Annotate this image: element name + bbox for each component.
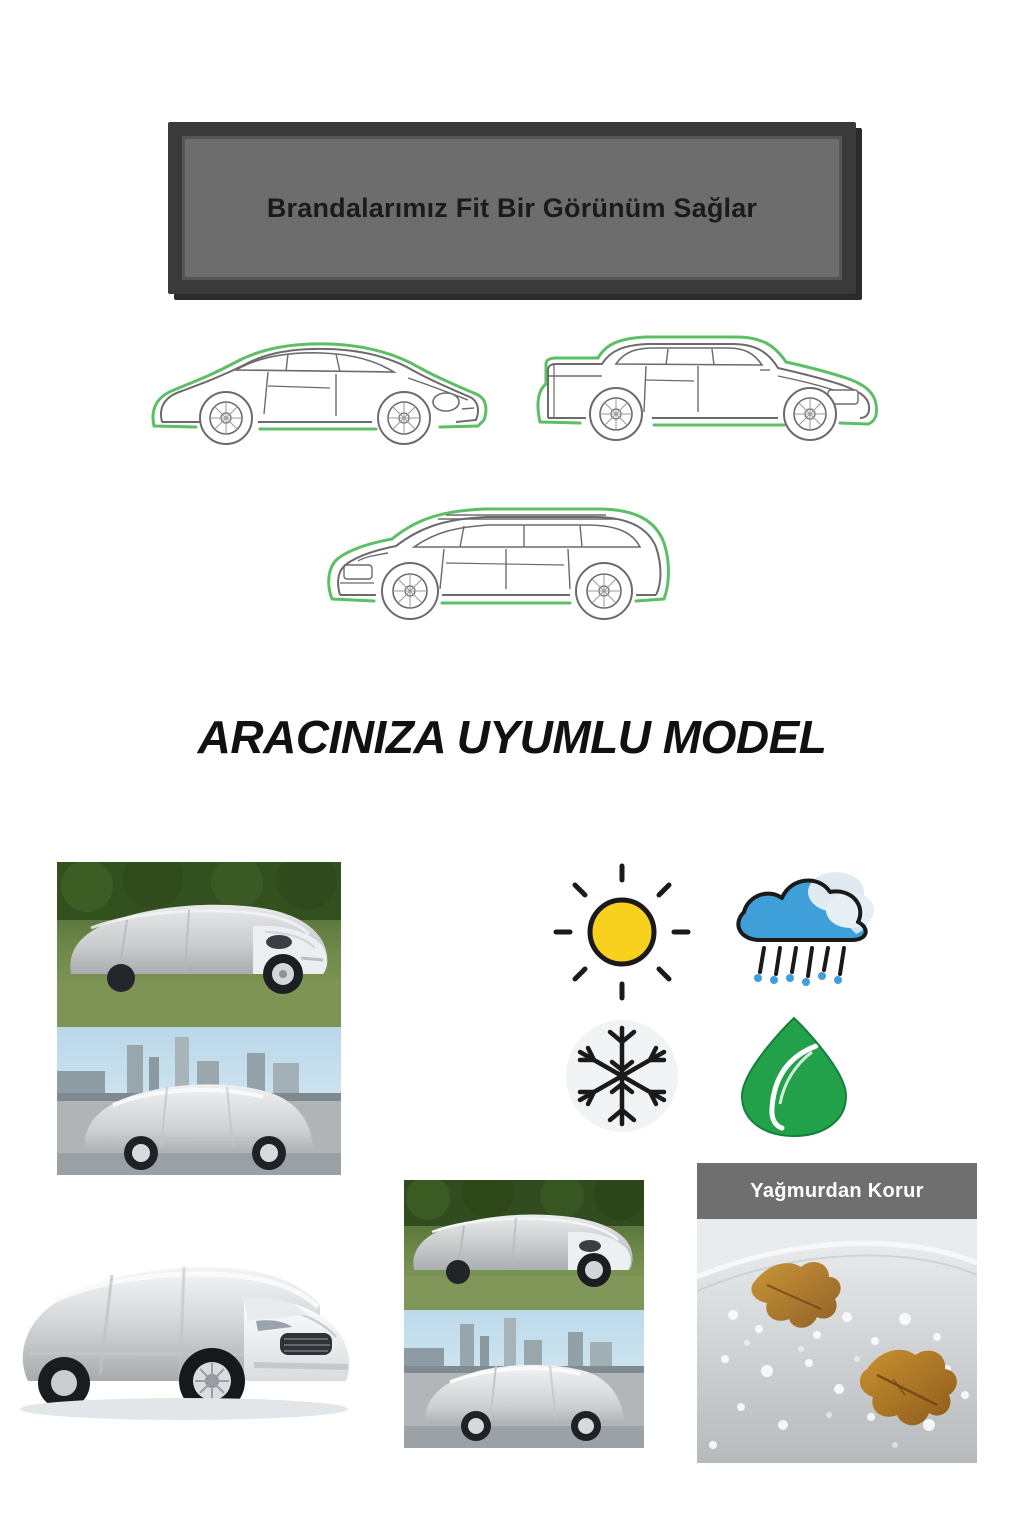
banner-frame [168, 122, 856, 294]
rain-panel-title: Yağmurdan Korur [750, 1179, 924, 1202]
feature-icon-grid [540, 862, 900, 1152]
vehicle-outline-group [0, 310, 1024, 670]
photo-water-beading-leaves [697, 1219, 977, 1463]
sun-icon [550, 862, 700, 1007]
pickup-truck-outline [528, 318, 888, 455]
coupe-outline [140, 330, 492, 455]
photo-covered-car-grass-small [404, 1180, 644, 1310]
rain-protection-panel [697, 1163, 977, 1463]
snowflake-icon [550, 1012, 700, 1147]
top-banner [168, 122, 856, 294]
leaf-drop-icon [720, 1012, 870, 1147]
photo-covered-car-city-small [404, 1310, 644, 1448]
rain-cloud-icon [720, 862, 880, 1007]
photo-covered-car-grass [57, 862, 341, 1027]
photo-covered-car-city [57, 1027, 341, 1175]
banner-text: Brandalarımız Fit Bir Görünüm Sağlar [266, 192, 758, 223]
suv-outline [318, 495, 688, 640]
banner-inner [182, 136, 842, 280]
photo-covered-car-large [8, 1205, 360, 1430]
rain-panel-header [697, 1163, 977, 1219]
page-title: ARACINIZA UYUMLU MODEL [197, 711, 827, 763]
